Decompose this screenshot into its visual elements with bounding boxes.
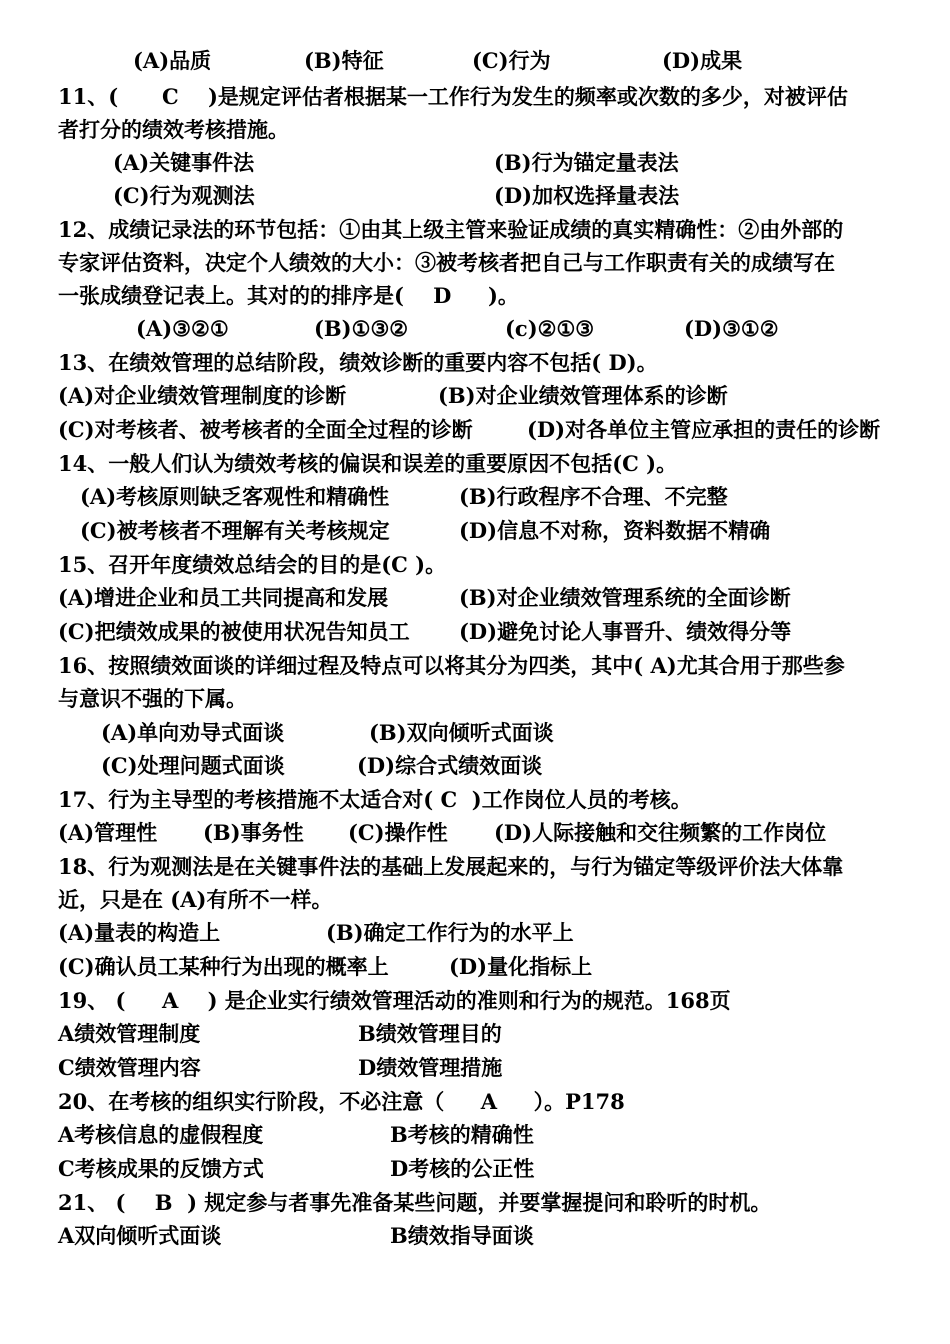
q18-question-line2: 近，只是在 (A)有所不一样。 (58, 887, 333, 912)
q20-option-c: C考核成果的反馈方式 (58, 1156, 264, 1181)
q14-option-d: (D)信息不对称，资料数据不精确 (459, 518, 771, 543)
q20-option-a: A考核信息的虚假程度 (58, 1122, 264, 1147)
q13-question-line1: 13、在绩效管理的总结阶段，绩效诊断的重要内容不包括( D)。 (58, 350, 658, 375)
q21-option-b: B绩效指导面谈 (390, 1223, 534, 1248)
q15-option-c: (C)把绩效成果的被使用状况告知员工 (58, 619, 410, 644)
q13-option-d: (D)对各单位主管应承担的责任的诊断 (527, 417, 881, 442)
q11-option-b: (B)行为锚定量表法 (494, 150, 679, 175)
q12-question-line3: 一张成绩登记表上。其对的的排序是( D )。 (58, 283, 519, 308)
q11-question-line2: 者打分的绩效考核措施。 (58, 117, 289, 142)
q18-option-b: (B)确定工作行为的水平上 (326, 920, 574, 945)
q13-option-a: (A)对企业绩效管理制度的诊断 (58, 383, 347, 408)
q21-question-line1: 21、 ( B ) 规定参与者事先准备某些问题，并要掌握提问和聆听的时机。 (58, 1190, 772, 1215)
q17-option-a: (A)管理性 (58, 820, 158, 845)
q12-option-c: (c)②①③ (505, 316, 595, 341)
q15-option-a: (A)增进企业和员工共同提高和发展 (58, 585, 389, 610)
q10-option-b: (B)特征 (304, 48, 384, 73)
q20-option-b: B考核的精确性 (390, 1122, 534, 1147)
q12-question-line2: 专家评估资料，决定个人绩效的大小：③被考核者把自己与工作职责有关的成绩写在 (58, 250, 835, 275)
q10-option-d: (D)成果 (662, 48, 743, 73)
q15-option-b: (B)对企业绩效管理系统的全面诊断 (459, 585, 791, 610)
q11-option-a: (A)关键事件法 (113, 150, 255, 175)
q13-option-c: (C)对考核者、被考核者的全面全过程的诊断 (58, 417, 473, 442)
q19-option-b: B绩效管理目的 (358, 1021, 502, 1046)
q18-question-line1: 18、行为观测法是在关键事件法的基础上发展起来的，与行为锚定等级评价法大体靠 (58, 854, 844, 879)
q12-option-a: (A)③②① (136, 316, 229, 341)
q11-question-line1: 11、( C )是规定评估者根据某一工作行为发生的频率或次数的多少，对被评估 (58, 84, 848, 109)
q16-question-line1: 16、按照绩效面谈的详细过程及特点可以将其分为四类，其中( A)尤其合用于那些参 (58, 653, 845, 678)
q19-option-a: A绩效管理制度 (58, 1021, 201, 1046)
q14-option-b: (B)行政程序不合理、不完整 (459, 484, 728, 509)
q12-question-line1: 12、成绩记录法的环节包括：①由其上级主管来验证成绩的真实精确性：②由外部的 (58, 217, 844, 242)
q14-option-a: (A)考核原则缺乏客观性和精确性 (80, 484, 390, 509)
q12-option-d: (D)③①② (684, 316, 779, 341)
q17-question-line1: 17、行为主导型的考核措施不太适合对( C )工作岗位人员的考核。 (58, 787, 692, 812)
q18-option-d: (D)量化指标上 (449, 954, 593, 979)
q10-option-a: (A)品质 (133, 48, 212, 73)
q10-option-c: (C)行为 (472, 48, 551, 73)
q16-option-d: (D)综合式绩效面谈 (357, 753, 543, 778)
q16-question-line2: 与意识不强的下属。 (58, 686, 247, 711)
q17-option-b: (B)事务性 (203, 820, 304, 845)
q19-option-d: D绩效管理措施 (358, 1055, 503, 1080)
q13-option-b: (B)对企业绩效管理体系的诊断 (438, 383, 728, 408)
q20-option-d: D考核的公正性 (390, 1156, 535, 1181)
q14-question-line1: 14、一般人们认为绩效考核的偏误和误差的重要原因不包括(C )。 (58, 451, 678, 476)
q17-option-c: (C)操作性 (348, 820, 448, 845)
q11-option-d: (D)加权选择量表法 (494, 183, 680, 208)
q11-option-c: (C)行为观测法 (113, 183, 255, 208)
q18-option-c: (C)确认员工某种行为出现的概率上 (58, 954, 389, 979)
q21-option-a: A双向倾听式面谈 (58, 1223, 222, 1248)
q16-option-a: (A)单向劝导式面谈 (101, 720, 285, 745)
q19-option-c: C绩效管理内容 (58, 1055, 201, 1080)
q15-option-d: (D)避免讨论人事晋升、绩效得分等 (459, 619, 792, 644)
q12-option-b: (B)①③② (314, 316, 409, 341)
q16-option-b: (B)双向倾听式面谈 (369, 720, 554, 745)
q15-question-line1: 15、召开年度绩效总结会的目的是(C )。 (58, 552, 447, 577)
q17-option-d: (D)人际接触和交往频繁的工作岗位 (494, 820, 827, 845)
q20-question-line1: 20、在考核的组织实行阶段，不必注意（ A ）。P178 (58, 1089, 625, 1114)
q14-option-c: (C)被考核者不理解有关考核规定 (80, 518, 390, 543)
q19-question-line1: 19、 ( A ) 是企业实行绩效管理活动的准则和行为的规范。168页 (58, 988, 731, 1013)
q16-option-c: (C)处理问题式面谈 (101, 753, 285, 778)
q18-option-a: (A)量表的构造上 (58, 920, 221, 945)
